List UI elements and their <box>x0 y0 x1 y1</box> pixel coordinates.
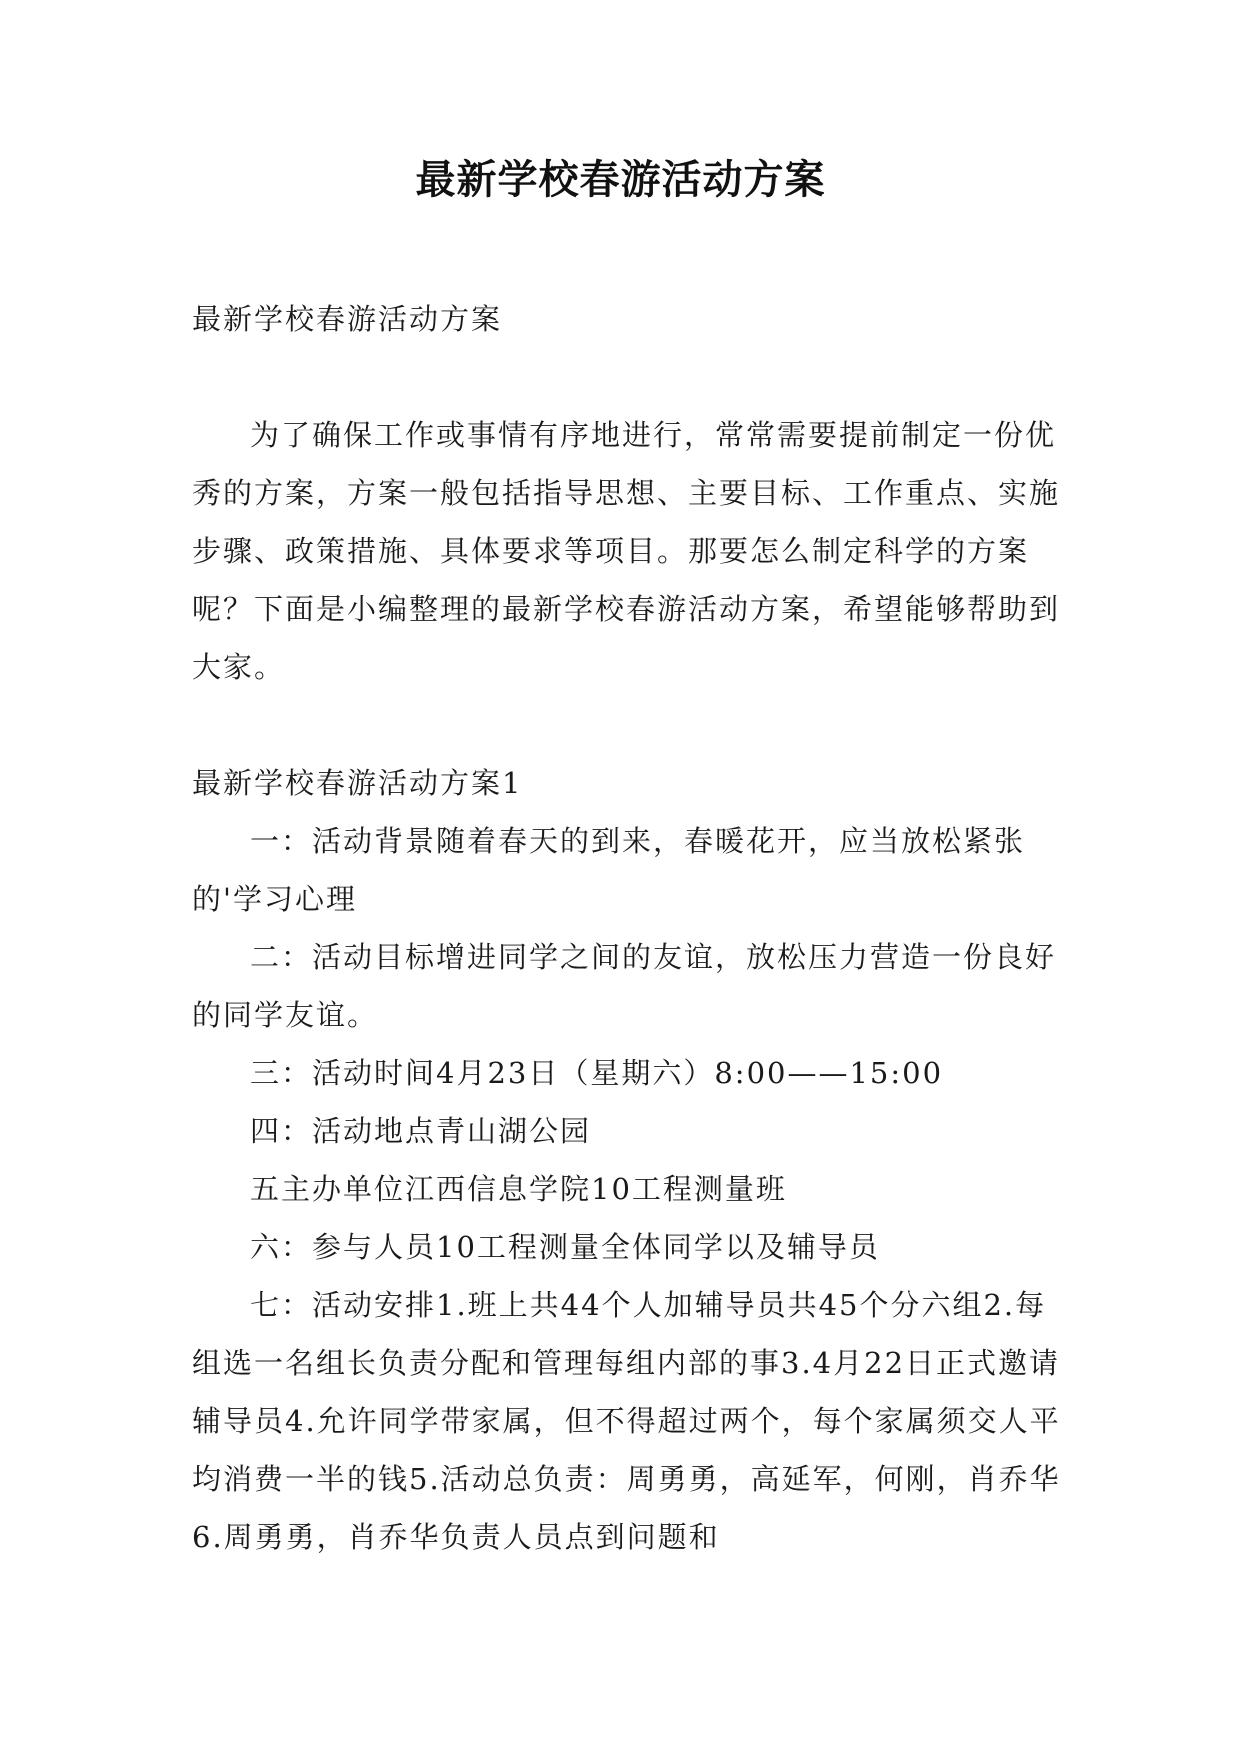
item-time: 三：活动时间4月23日（星期六）8:00——15:00 <box>250 1056 944 1090</box>
document-title: 最新学校春游活动方案 <box>415 156 826 203</box>
item-participants: 六：参与人员10工程测量全体同学以及辅导员 <box>250 1230 880 1264</box>
item-arrangement: 七：活动安排1.班上共44个人加辅导员共45个分六组2.每组选一名组长负责分配和管理每组内部的事3.4月22日正式邀请辅导员4.允许同学带家属，但不得超过两个，每个家属须交人平均消费一半的钱5.活动总负责：周勇勇，高延军，何刚，肖乔华6.周勇勇，肖乔华负责人员点到问题和 <box>192 1288 1061 1554</box>
item-organizer: 五主办单位江西信息学院10工程测量班 <box>250 1172 787 1206</box>
document-subtitle: 最新学校春游活动方案 <box>192 302 503 336</box>
item-background: 一：活动背景随着春天的到来，春暖花开，应当放松紧张的'学习心理 <box>192 824 1026 916</box>
intro-paragraph: 为了确保工作或事情有序地进行，常常需要提前制定一份优秀的方案，方案一般包括指导思想、主要目标、工作重点、实施步骤、政策措施、具体要求等项目。那要怎么制定科学的方案呢？下面是小编整理的最新学校春游活动方案，希望能够帮助到大家。 <box>192 418 1061 684</box>
item-location: 四：活动地点青山湖公园 <box>250 1114 592 1148</box>
section-heading: 最新学校春游活动方案1 <box>192 766 523 800</box>
document-body <box>192 290 1072 1566</box>
item-goal: 二：活动目标增进同学之间的友谊，放松压力营造一份良好的同学友谊。 <box>192 940 1057 1032</box>
